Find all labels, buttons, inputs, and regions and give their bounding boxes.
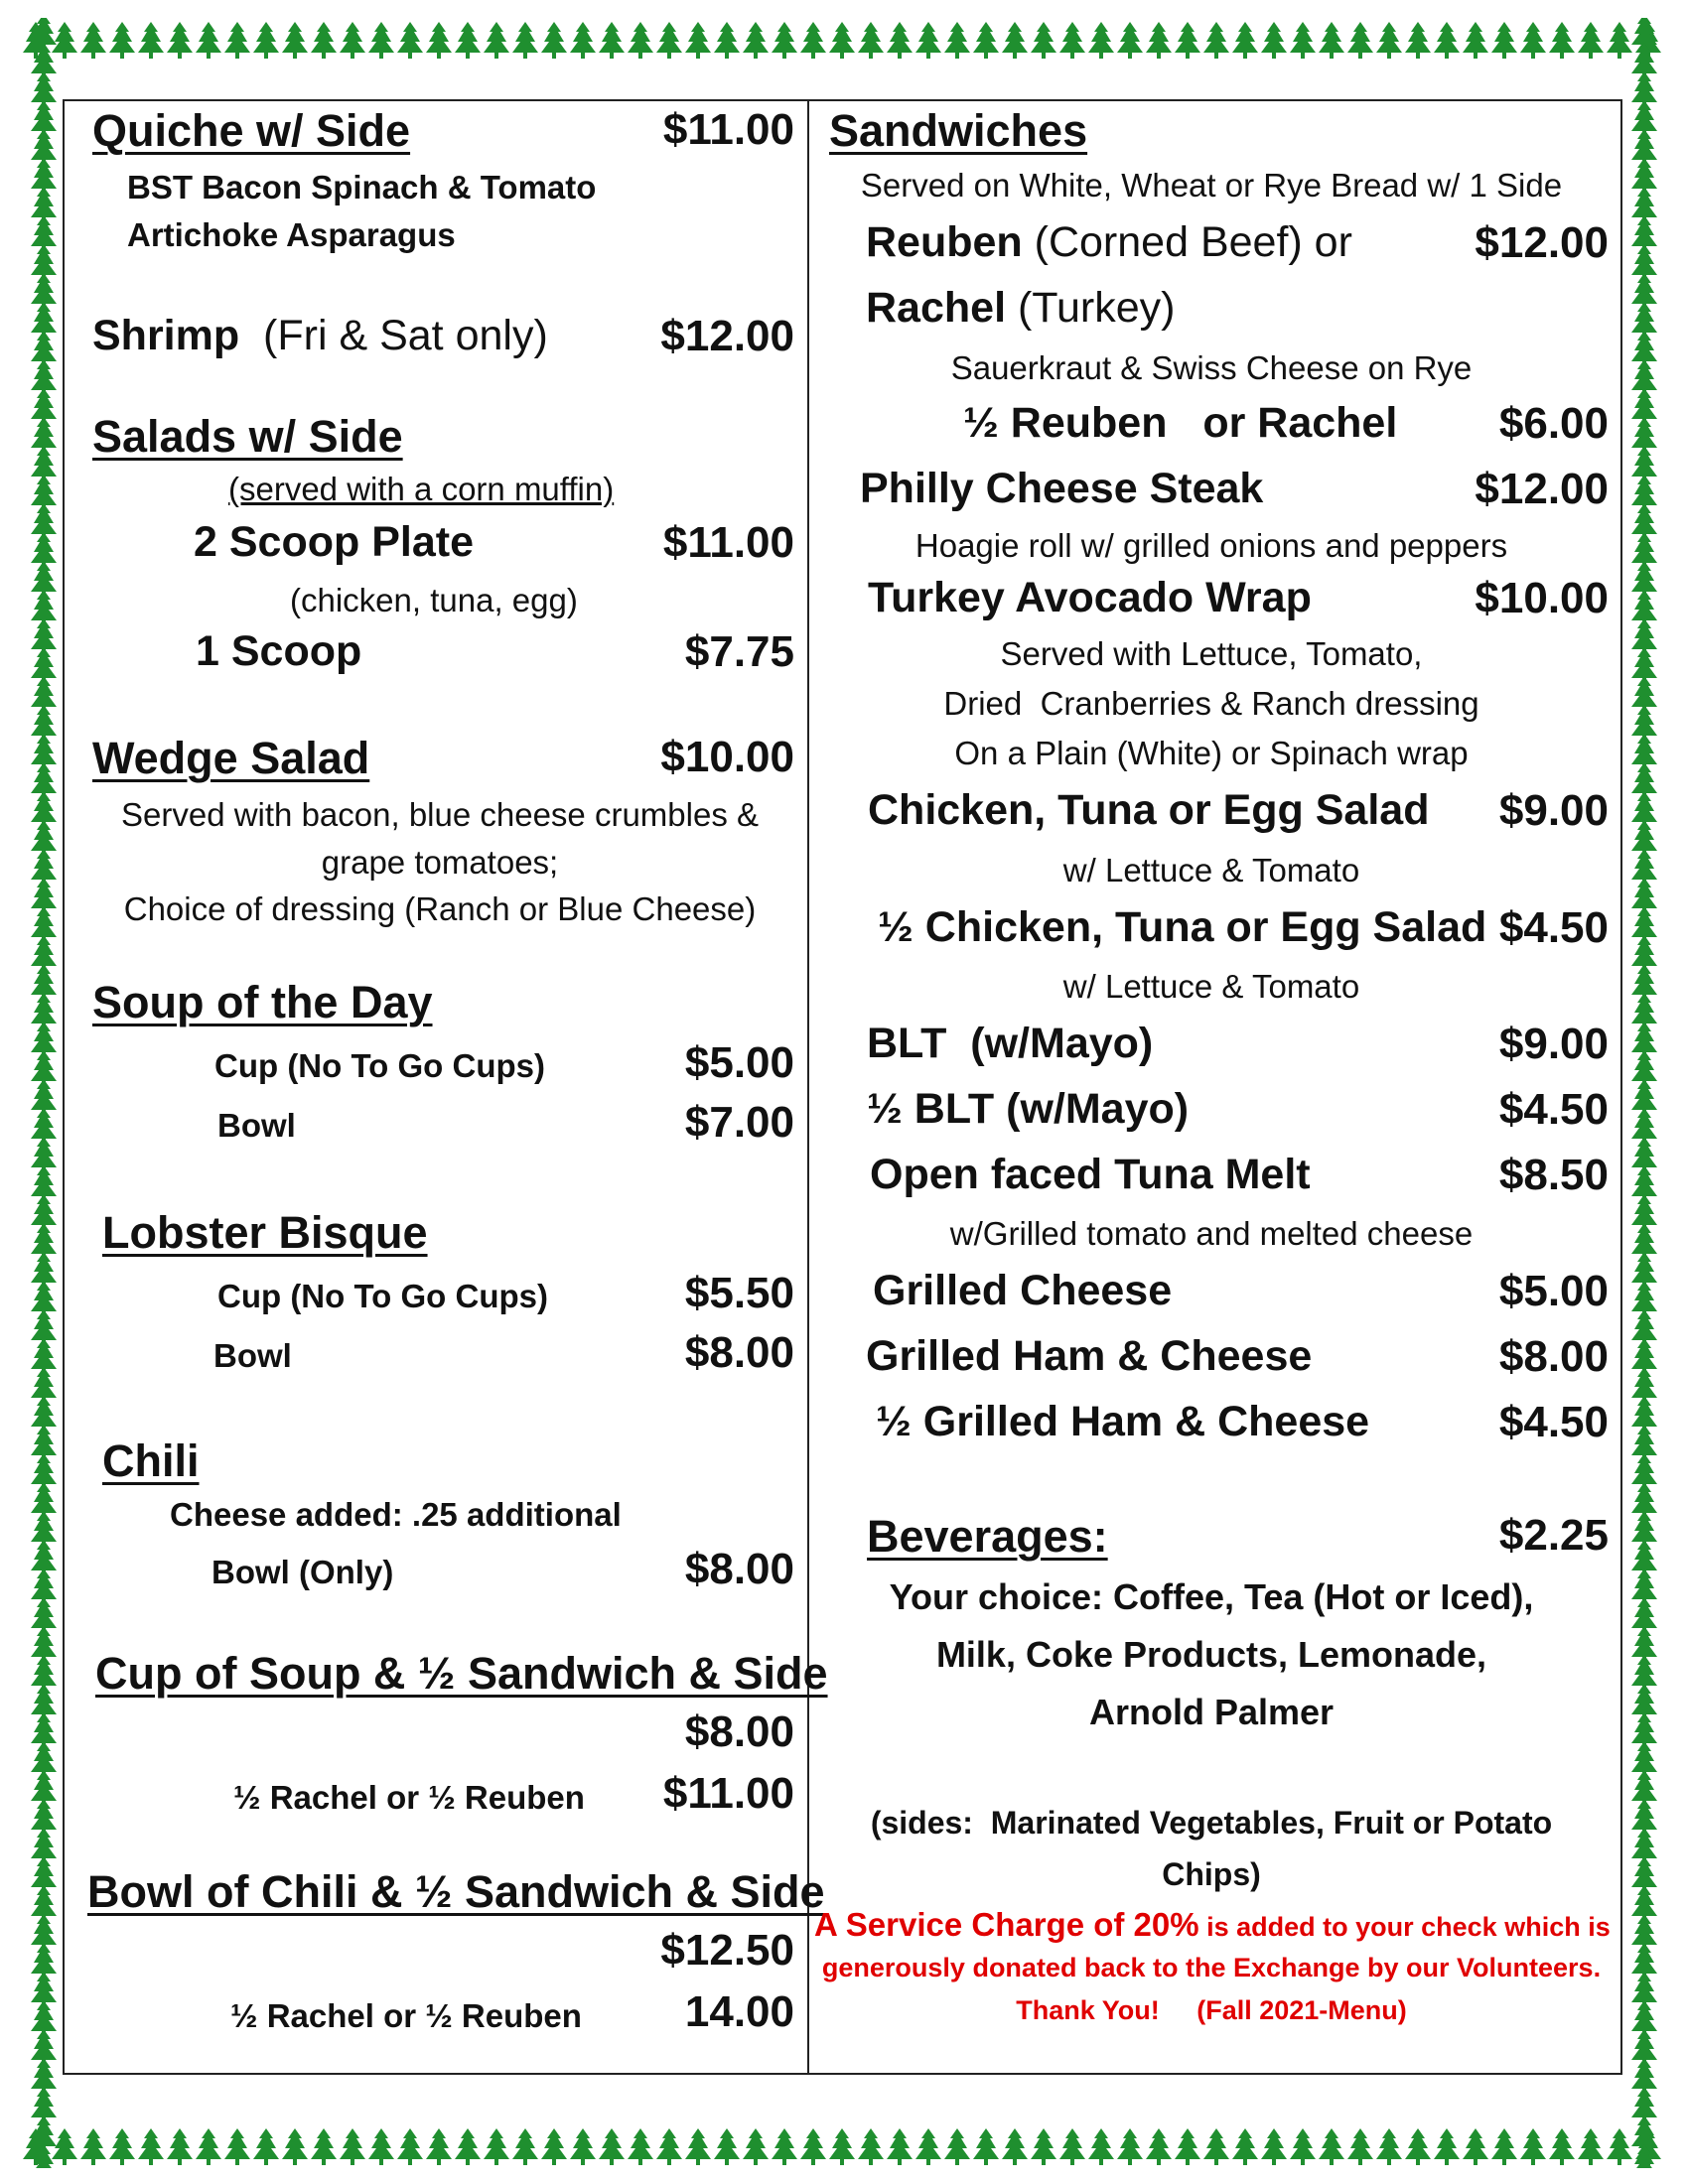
beverages-price: $2.25 [1498,1511,1609,1560]
sandwiches-note: Served on White, Wheat or Rye Bread w/ 1 Side [860,167,1563,204]
christmas-tree-icon [196,22,221,59]
christmas-tree-icon [1549,22,1575,59]
bisque-bowl-price: $8.00 [684,1328,794,1377]
half-ham-cheese-item: ½ Grilled Ham & Cheese [876,1398,1370,1445]
christmas-tree-icon [1578,22,1604,59]
reuben-desc-line: Sauerkraut & Swiss Cheese on Rye [950,349,1473,386]
half-blt-item: ½ BLT (w/Mayo) [867,1085,1190,1133]
christmas-tree-icon [800,2128,826,2165]
soup-bowl: Bowl [217,1107,296,1144]
christmas-tree-icon [1319,22,1344,59]
tree-border-bottom [22,2124,1666,2168]
christmas-tree-icon [858,2128,884,2165]
christmas-tree-icon [1491,22,1517,59]
soup-combo-alt: ½ Rachel or ½ Reuben [233,1779,585,1816]
chili-combo-price: $12.50 [660,1926,794,1975]
christmas-tree-icon [541,22,567,59]
christmas-tree-icon [1088,22,1114,59]
shrimp-name: Shrimp [92,312,240,359]
christmas-tree-icon [915,2128,941,2165]
christmas-tree-icon [340,22,365,59]
soup-combo-heading: Cup of Soup & ½ Sandwich & Side [95,1648,828,1699]
christmas-tree-icon [1463,2128,1488,2165]
christmas-tree-icon [973,22,999,59]
wrap-price: $10.00 [1475,574,1609,622]
christmas-tree-icon [1405,22,1431,59]
christmas-tree-icon [1175,2128,1200,2165]
bisque-cup-price: $5.50 [684,1269,794,1317]
wedge-desc-2: grape tomatoes; [321,844,559,881]
christmas-tree-icon [1059,22,1085,59]
christmas-tree-icon [944,22,970,59]
quiche-price: $11.00 [662,105,794,154]
christmas-tree-icon [1261,22,1287,59]
christmas-tree-icon [599,22,625,59]
christmas-tree-icon [1031,2128,1056,2165]
bisque-bowl: Bowl [213,1337,292,1374]
service-charge-lead: A Service Charge of 20% [814,1906,1199,1943]
christmas-tree-icon [512,22,538,59]
one-scoop-price: $7.75 [684,627,794,676]
christmas-tree-icon [1088,2128,1114,2165]
christmas-tree-icon [311,2128,337,2165]
christmas-tree-icon [1203,2128,1229,2165]
wedge-price: $10.00 [660,733,794,781]
christmas-tree-icon [829,2128,855,2165]
half-ham-cheese-price: $4.50 [1498,1398,1609,1446]
christmas-tree-icon [196,2128,221,2165]
wedge-desc-1: Served with bacon, blue cheese crumbles & [120,796,760,833]
christmas-tree-icon [1622,18,1666,2168]
reuben-price: $12.00 [1475,218,1609,267]
christmas-tree-icon [282,2128,308,2165]
sides-note-1: (sides: Marinated Vegetables, Fruit or Potato [870,1805,1553,1841]
christmas-tree-icon [887,2128,913,2165]
christmas-tree-icon [224,2128,250,2165]
scoop-choices: (chicken, tuna, egg) [290,582,578,618]
christmas-tree-icon [772,22,797,59]
wrap-desc-3: On a Plain (White) or Spinach wrap [954,735,1469,771]
christmas-tree-icon [541,2128,567,2165]
christmas-tree-icon [340,2128,365,2165]
tuna-melt-item: Open faced Tuna Melt [870,1151,1311,1198]
christmas-tree-icon [1631,2144,1657,2168]
reuben-name: Reuben [866,218,1023,266]
half-reuben-price: $6.00 [1498,399,1609,448]
soup-cup-price: $5.00 [684,1038,794,1087]
blt-item: BLT (w/Mayo) [867,1020,1154,1067]
christmas-tree-icon [1261,2128,1287,2165]
beverages-heading: Beverages: [867,1511,1108,1562]
salad-sandwich-price: $9.00 [1498,786,1609,835]
reuben-item [866,218,1352,267]
wrap-desc-1: Served with Lettuce, Tomato, [1000,635,1423,672]
christmas-tree-icon [484,2128,509,2165]
christmas-tree-icon [1117,22,1143,59]
sandwiches-heading: Sandwiches [829,105,1088,156]
christmas-tree-icon [1059,2128,1085,2165]
christmas-tree-icon [1146,22,1172,59]
philly-desc: Hoagie roll w/ grilled onions and peppers [914,527,1508,564]
service-charge-line-1 [814,1906,1609,1944]
christmas-tree-icon [1578,2128,1604,2165]
christmas-tree-icon [1376,22,1402,59]
christmas-tree-icon [1463,22,1488,59]
wrap-item: Turkey Avocado Wrap [868,574,1312,621]
half-salad-sandwich-desc: w/ Lettuce & Tomato [1062,968,1360,1005]
christmas-tree-icon [1203,22,1229,59]
christmas-tree-icon [397,2128,423,2165]
christmas-tree-icon [570,2128,596,2165]
soup-heading: Soup of the Day [92,977,433,1027]
tuna-melt-price: $8.50 [1498,1151,1609,1199]
chili-heading: Chili [102,1435,200,1486]
soup-cup: Cup (No To Go Cups) [214,1047,545,1084]
bisque-cup: Cup (No To Go Cups) [217,1278,548,1314]
half-salad-sandwich-item: ½ Chicken, Tuna or Egg Salad [878,903,1487,951]
christmas-tree-icon [685,22,711,59]
grilled-cheese-item: Grilled Cheese [873,1267,1173,1314]
christmas-tree-icon [22,18,66,2168]
chili-combo-alt-price: 14.00 [684,1987,794,2036]
wrap-desc-2: Dried Cranberries & Ranch dressing [943,685,1479,722]
service-charge-rest: is added to your check which is [1198,1912,1611,1942]
chili-combo-heading: Bowl of Chili & ½ Sandwich & Side [87,1866,825,1917]
christmas-tree-icon [1031,22,1056,59]
christmas-tree-icon [1376,2128,1402,2165]
christmas-tree-icon [1146,2128,1172,2165]
quiche-heading: Quiche w/ Side [92,105,411,156]
christmas-tree-icon [1347,22,1373,59]
christmas-tree-icon [311,22,337,59]
service-charge-line-2: generously donated back to the Exchange by our Volunteers. [821,1953,1602,1982]
christmas-tree-icon [800,22,826,59]
christmas-tree-icon [1175,22,1200,59]
christmas-tree-icon [1002,2128,1028,2165]
salad-sandwich-desc: w/ Lettuce & Tomato [1062,852,1360,888]
christmas-tree-icon [1319,2128,1344,2165]
bisque-heading: Lobster Bisque [102,1207,428,1258]
christmas-tree-icon [1549,2128,1575,2165]
christmas-tree-icon [1002,22,1028,59]
beverages-choices-2: Milk, Coke Products, Lemonade, [935,1634,1487,1675]
christmas-tree-icon [714,22,740,59]
christmas-tree-icon [1347,2128,1373,2165]
two-scoop-price: $11.00 [662,518,794,567]
blt-price: $9.00 [1498,1020,1609,1068]
christmas-tree-icon [1117,2128,1143,2165]
christmas-tree-icon [512,2128,538,2165]
service-charge-line-3: Thank You! (Fall 2021-Menu) [1016,1995,1407,2025]
reuben-desc: (Corned Beef) or [1034,218,1352,266]
salads-heading: Salads w/ Side [92,411,403,462]
column-divider [807,99,809,2075]
christmas-tree-icon [887,22,913,59]
christmas-tree-icon [109,2128,135,2165]
chili-combo-alt: ½ Rachel or ½ Reuben [230,1997,582,2034]
christmas-tree-icon [628,2128,653,2165]
christmas-tree-icon [455,22,481,59]
christmas-tree-icon [915,22,941,59]
philly-item: Philly Cheese Steak [860,465,1264,512]
one-scoop: 1 Scoop [196,627,362,675]
christmas-tree-icon [685,2128,711,2165]
half-blt-price: $4.50 [1498,1085,1609,1134]
christmas-tree-icon [426,22,452,59]
christmas-tree-icon [973,2128,999,2165]
christmas-tree-icon [484,22,509,59]
half-reuben: ½ Reuben or Rachel [963,399,1398,447]
soup-combo-price: $8.00 [684,1707,794,1756]
christmas-tree-icon [167,2128,193,2165]
christmas-tree-icon [282,22,308,59]
chili-cheese-note: Cheese added: .25 additional [170,1496,622,1533]
shrimp-price: $12.00 [660,312,794,360]
christmas-tree-icon [1290,22,1316,59]
christmas-tree-icon [224,22,250,59]
christmas-tree-icon [253,2128,279,2165]
wedge-heading: Wedge Salad [92,733,370,783]
christmas-tree-icon [1491,2128,1517,2165]
christmas-tree-icon [1405,2128,1431,2165]
tree-border-top [22,18,1666,62]
christmas-tree-icon [570,22,596,59]
christmas-tree-icon [455,2128,481,2165]
quiche-option-2: Artichoke Asparagus [127,216,456,253]
quiche-option-1: BST Bacon Spinach & Tomato [127,169,597,205]
christmas-tree-icon [743,2128,769,2165]
half-salad-sandwich-price: $4.50 [1498,903,1609,952]
rachel-name: Rachel [866,284,1007,332]
salads-note: (served with a corn muffin) [228,471,615,507]
chili-bowl-price: $8.00 [684,1545,794,1593]
shrimp-item [92,312,548,360]
beverages-choices-3: Arnold Palmer [1088,1692,1335,1732]
ham-cheese-item: Grilled Ham & Cheese [866,1332,1313,1380]
christmas-tree-icon [628,22,653,59]
tree-border-right [1622,18,1666,2168]
christmas-tree-icon [426,2128,452,2165]
christmas-tree-icon [656,22,682,59]
beverages-choices-1: Your choice: Coffee, Tea (Hot or Iced), [889,1576,1534,1617]
christmas-tree-icon [368,22,394,59]
christmas-tree-icon [253,22,279,59]
christmas-tree-icon [772,2128,797,2165]
christmas-tree-icon [1232,22,1258,59]
christmas-tree-icon [1232,2128,1258,2165]
two-scoop-plate: 2 Scoop Plate [194,518,474,566]
christmas-tree-icon [858,22,884,59]
christmas-tree-icon [1434,2128,1460,2165]
christmas-tree-icon [1520,2128,1546,2165]
soup-bowl-price: $7.00 [684,1098,794,1147]
christmas-tree-icon [1290,2128,1316,2165]
chili-bowl: Bowl (Only) [211,1554,394,1590]
rachel-desc: (Turkey) [1017,284,1176,332]
christmas-tree-icon [656,2128,682,2165]
christmas-tree-icon [80,22,106,59]
christmas-tree-icon [1434,22,1460,59]
christmas-tree-icon [714,2128,740,2165]
christmas-tree-icon [829,22,855,59]
christmas-tree-icon [397,22,423,59]
wedge-desc-3: Choice of dressing (Ranch or Blue Cheese) [123,890,757,927]
christmas-tree-icon [743,22,769,59]
shrimp-note: (Fri & Sat only) [263,312,548,359]
salad-sandwich-item: Chicken, Tuna or Egg Salad [868,786,1430,834]
christmas-tree-icon [138,2128,164,2165]
christmas-tree-icon [1520,22,1546,59]
christmas-tree-icon [22,2124,1666,2168]
sides-note-2: Chips) [1162,1856,1261,1892]
grilled-cheese-price: $5.00 [1498,1267,1609,1315]
christmas-tree-icon [944,2128,970,2165]
christmas-tree-icon [109,22,135,59]
christmas-tree-icon [167,22,193,59]
soup-combo-alt-price: $11.00 [662,1769,794,1818]
christmas-tree-icon [138,22,164,59]
christmas-tree-icon [368,2128,394,2165]
christmas-tree-icon [31,2144,57,2168]
ham-cheese-price: $8.00 [1498,1332,1609,1381]
christmas-tree-icon [22,18,1666,62]
christmas-tree-icon [80,2128,106,2165]
tree-border-left [22,18,66,2168]
christmas-tree-icon [599,2128,625,2165]
tuna-melt-desc: w/Grilled tomato and melted cheese [949,1215,1474,1252]
rachel-item [866,284,1175,333]
philly-price: $12.00 [1475,465,1609,513]
